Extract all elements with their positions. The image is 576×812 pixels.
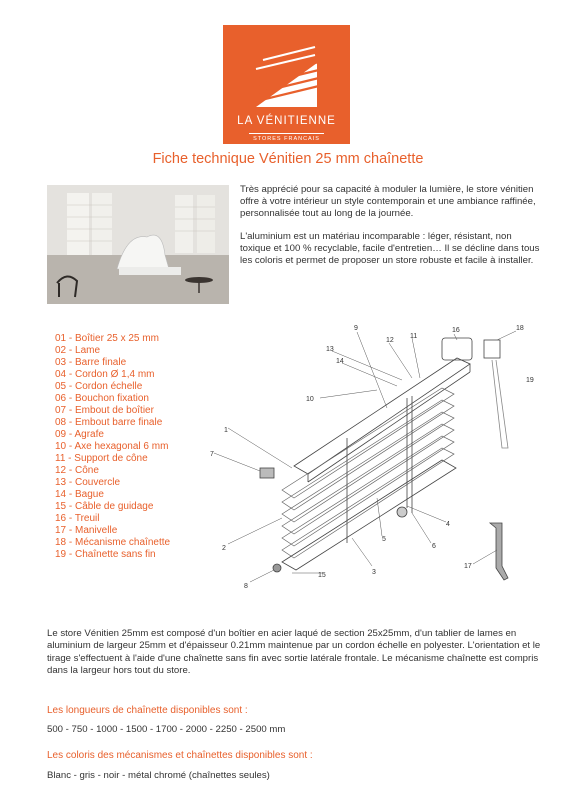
- diagram-label: 19: [526, 377, 534, 384]
- part-item: 18 - Mécanisme chaînette: [55, 537, 171, 548]
- lengths-heading: Les longueurs de chaînette disponibles sont :: [47, 705, 248, 716]
- diagram-label: 15: [318, 572, 326, 579]
- part-item: 10 - Axe hexagonal 6 mm: [55, 441, 169, 452]
- colors-values: Blanc - gris - noir - métal chromé (chaînettes seules): [47, 770, 270, 781]
- diagram-labels: [210, 325, 534, 590]
- part-item: 03 - Barre finale: [55, 357, 127, 368]
- part-item: 11 - Support de cône: [55, 453, 148, 464]
- brand-divider: [249, 133, 324, 134]
- diagram-label: 17: [464, 563, 472, 570]
- part-item: 01 - Boîtier 25 x 25 mm: [55, 333, 159, 344]
- part-item: 04 - Cordon Ø 1,4 mm: [55, 369, 155, 380]
- intro-paragraph-2: L'aluminium est un matériau incomparable : léger, résistant, non toxique et 100 % recyclable, facile d'entretien… Il se décline dans tous les coloris et permet de proposer un store robuste et facile à installer.: [240, 230, 540, 267]
- exploded-diagram: [202, 318, 542, 600]
- page-title: Fiche technique Vénitien 25 mm chaînette: [152, 151, 424, 167]
- part-item: 16 - Treuil: [55, 513, 100, 524]
- parts-list: [55, 333, 170, 561]
- part-item: 12 - Cône: [55, 465, 99, 476]
- intro-text: [240, 184, 540, 277]
- diagram-label: 2: [222, 545, 226, 552]
- brand-subtitle: STORES FRANCAIS: [253, 136, 320, 142]
- brand-name: LA VÉNITIENNE: [237, 115, 336, 127]
- part-item: 09 - Agrafe: [55, 429, 104, 440]
- interior-photo: [47, 185, 229, 304]
- diagram-label: 12: [386, 337, 394, 344]
- diagram-label: 13: [326, 346, 334, 353]
- part-item: 08 - Embout barre finale: [55, 417, 163, 428]
- diagram-label: 5: [382, 536, 386, 543]
- diagram-label: 10: [306, 396, 314, 403]
- diagram-label: 4: [446, 521, 450, 528]
- diagram-label: 8: [244, 583, 248, 590]
- diagram-label: 1: [224, 427, 228, 434]
- brand-logo: [223, 25, 350, 144]
- part-item: 07 - Embout de boîtier: [55, 405, 154, 416]
- diagram-label: 16: [452, 327, 460, 334]
- part-item: 13 - Couvercle: [55, 477, 121, 488]
- diagram-label: 18: [516, 325, 524, 332]
- product-description: Le store Vénitien 25mm est composé d'un boîtier en acier laqué de section 25x25mm, d'un tablier de lames en aluminium de largeur 25mm et d'épaisseur 0.21mm maintenue par un cordon échelle en polyester. L'orientation et le tirage s'effectuent à l'aide d'une chaînette sans fin avec sortie latérale frontale. Le mécanisme chaînette est compris dans la largeur hors tout du store.: [47, 628, 541, 677]
- part-item: 02 - Lame: [55, 345, 101, 356]
- diagram-label: 9: [354, 325, 358, 332]
- diagram-label: 3: [372, 569, 376, 576]
- diagram-label: 6: [432, 543, 436, 550]
- intro-paragraph-1: Très apprécié pour sa capacité à moduler la lumière, le store vénitien offre à votre intérieur un style contemporain et une ambiance raffinée, personnalisée tout au long de la journée.: [240, 184, 536, 220]
- part-item: 05 - Cordon échelle: [55, 381, 143, 392]
- colors-heading: Les coloris des mécanismes et chaînettes disponibles sont :: [47, 750, 313, 761]
- part-item: 17 - Manivelle: [55, 525, 118, 536]
- part-item: 19 - Chaînette sans fin: [55, 549, 156, 560]
- part-item: 15 - Câble de guidage: [55, 501, 154, 512]
- part-item: 14 - Bague: [55, 489, 104, 500]
- part-item: 06 - Bouchon fixation: [55, 393, 149, 404]
- diagram-label: 14: [336, 358, 344, 365]
- diagram-label: 7: [210, 451, 214, 458]
- lengths-values: 500 - 750 - 1000 - 1500 - 1700 - 2000 - 2250 - 2500 mm: [47, 724, 286, 735]
- diagram-label: 11: [410, 333, 418, 340]
